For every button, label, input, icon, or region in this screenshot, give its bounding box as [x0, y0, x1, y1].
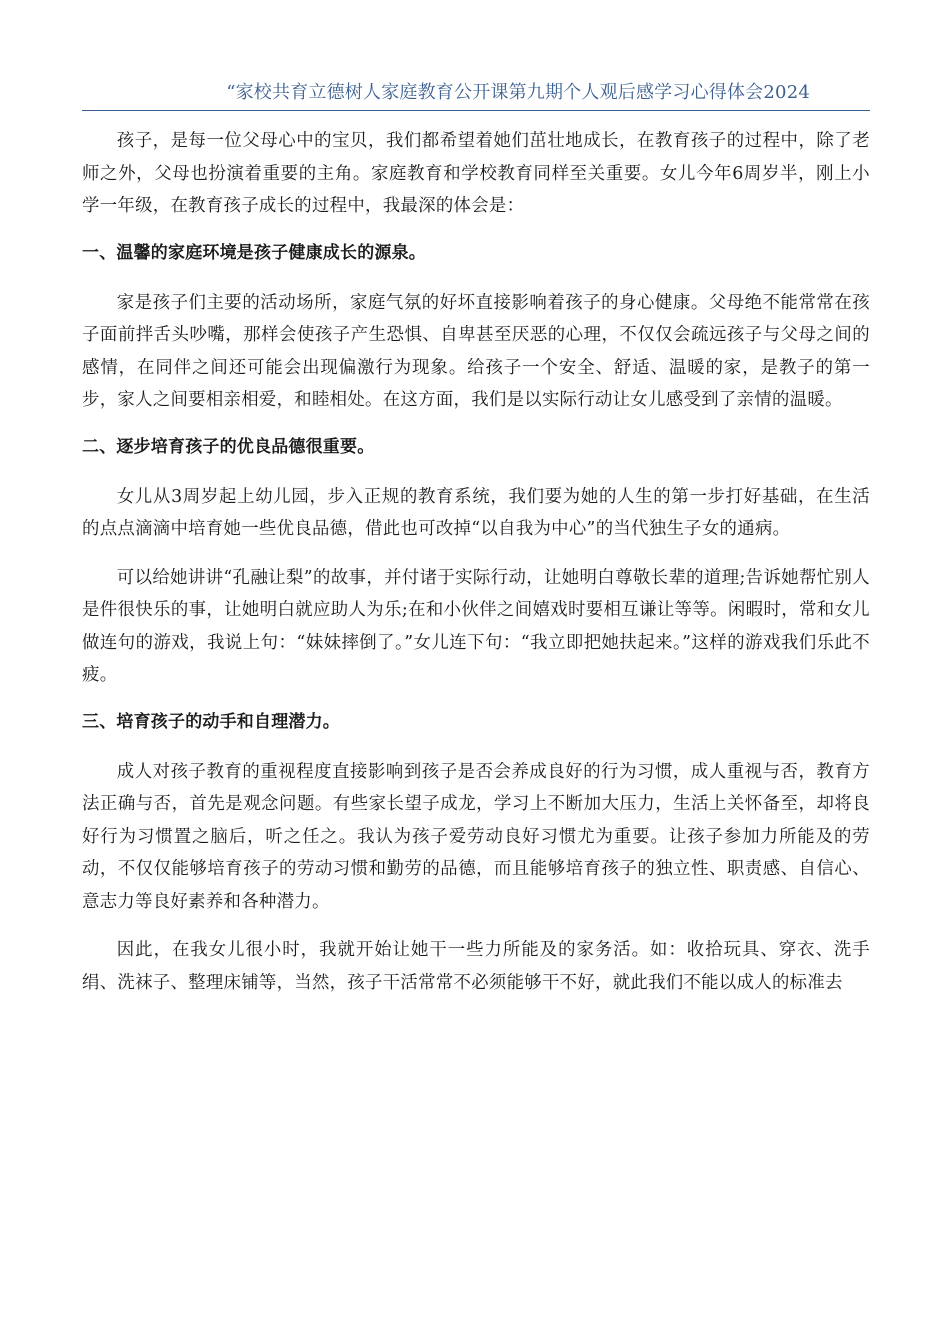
- document-title: “家校共育立德树人家庭教育公开课第九期个人观后感学习心得体会2024: [226, 82, 810, 103]
- section-heading-1: 一、温馨的家庭环境是孩子健康成长的源泉。: [82, 242, 426, 263]
- document-body: [82, 125, 870, 999]
- section-heading-2: 二、逐步培育孩子的优良品德很重要。: [82, 436, 375, 457]
- section-1-paragraph: 家是孩子们主要的活动场所，家庭气氛的好坏直接影响着孩子的身心健康。父母绝不能常常在孩子面前拌舌头吵嘴，那样会使孩子产生恐惧、自卑甚至厌恶的心理，不仅仅会疏远孩子与父母之间的感情，在同伴之间还可能会出现偏激行为现象。给孩子一个安全、舒适、温暖的家，是教子的第一步，家人之间要相亲相爱，和睦相处。在这方面，我们是以实际行动让女儿感受到了亲情的温暖。: [82, 292, 870, 410]
- section-2-paragraph-2: 可以给她讲讲“孔融让梨”的故事，并付诸于实际行动，让她明白尊敬长辈的道理;告诉她帮忙别人是件很快乐的事，让她明白就应助人为乐;在和小伙伴之间嬉戏时要相互谦让等等。闲暇时，常和女儿做连句的游戏，我说上句：“妹妹摔倒了。”女儿连下句：“我立即把她扶起来。”这样的游戏我们乐此不疲。: [82, 567, 870, 685]
- section-3-paragraph-1: 成人对孩子教育的重视程度直接影响到孩子是否会养成良好的行为习惯，成人重视与否，教育方法正确与否，首先是观念问题。有些家长望子成龙，学习上不断加大压力，生活上关怀备至，却将良好行为习惯置之脑后，听之任之。我认为孩子爱劳动良好习惯尤为重要。让孩子参加力所能及的劳动，不仅仅能够培育孩子的劳动习惯和勤劳的品德，而且能够培育孩子的独立性、职责感、自信心、意志力等良好素养和各种潜力。: [82, 761, 870, 912]
- section-heading-3: 三、培育孩子的动手和自理潜力。: [82, 711, 340, 732]
- document-header: [82, 80, 870, 111]
- section-2-paragraph-1: 女儿从3周岁起上幼儿园，步入正规的教育系统，我们要为她的人生的第一步打好基础，在生活的点点滴滴中培育她一些优良品德，借此也可改掉“以自我为中心”的当代独生子女的通病。: [82, 486, 870, 539]
- section-3-paragraph-2: 因此，在我女儿很小时，我就开始让她干一些力所能及的家务活。如：收拾玩具、穿衣、洗手绢、洗袜子、整理床铺等，当然，孩子干活常常不必须能够干不好，就此我们不能以成人的标准去: [82, 940, 870, 993]
- intro-paragraph: 孩子，是每一位父母心中的宝贝，我们都希望着她们茁壮地成长，在教育孩子的过程中，除了老师之外，父母也扮演着重要的主角。家庭教育和学校教育同样至关重要。女儿今年6周岁半，刚上小学一年级，在教育孩子成长的过程中，我最深的体会是：: [82, 131, 870, 216]
- document-page: [82, 80, 870, 1015]
